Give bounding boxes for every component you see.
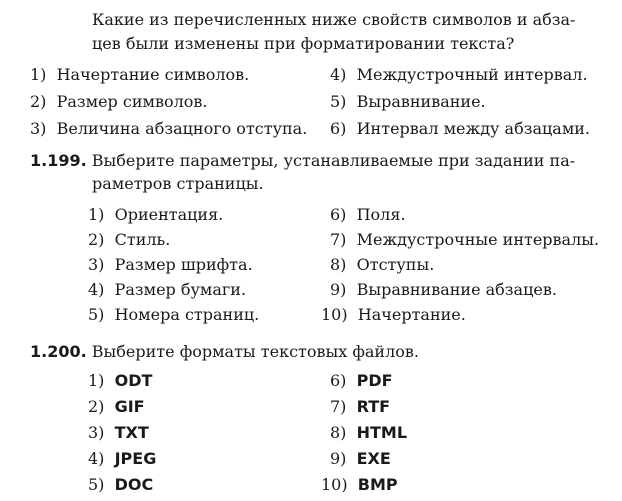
option-number: 5) (330, 92, 347, 111)
option-number: 3) (88, 423, 105, 442)
option-text: ODT (114, 371, 153, 390)
option-number: 1) (88, 371, 105, 390)
option-number: 4) (88, 449, 105, 468)
option-text: JPEG (114, 449, 157, 468)
option-text: Ориентация. (114, 205, 224, 224)
option-text: Междустрочные интервалы. (356, 230, 600, 249)
option-number: 6) (330, 119, 347, 138)
option-text: Номера страниц. (114, 305, 260, 324)
q199-option-7 (330, 230, 599, 250)
option-number: 2) (88, 397, 105, 416)
option-number: 10) (321, 305, 348, 324)
option-number: 1) (88, 205, 105, 224)
q199-number: 1.199. (30, 151, 87, 170)
option-number: 3) (88, 255, 105, 274)
option-text: EXE (356, 449, 391, 468)
q199-line-1 (30, 151, 575, 171)
option-number: 10) (321, 475, 348, 494)
q200-option-8 (330, 423, 407, 443)
option-text: RTF (356, 397, 391, 416)
option-text: Междустрочный интервал. (356, 65, 588, 84)
q199-option-6 (330, 205, 406, 225)
intro-option-2 (30, 92, 207, 112)
q199-line-2: раметров страницы. (92, 174, 264, 193)
q199-option-10 (321, 305, 466, 325)
intro-option-1 (30, 65, 249, 85)
option-text: BMP (357, 475, 398, 494)
intro-option-3 (30, 119, 307, 139)
option-text: Стиль. (114, 230, 171, 249)
option-number: 5) (88, 305, 105, 324)
q200-option-10 (321, 475, 398, 495)
option-text: HTML (356, 423, 408, 442)
q200-line-1 (30, 342, 419, 362)
option-number: 7) (330, 230, 347, 249)
option-text: Начертание. (357, 305, 466, 324)
option-number: 6) (330, 205, 347, 224)
q200-number: 1.200. (30, 342, 87, 361)
option-number: 3) (30, 119, 47, 138)
q199-option-1 (88, 205, 223, 225)
option-text: Интервал между абзацами. (356, 119, 591, 138)
option-number: 9) (330, 449, 347, 468)
q199-option-9 (330, 280, 557, 300)
option-text: Поля. (356, 205, 406, 224)
option-text: DOC (114, 475, 154, 494)
intro-line-2: цев были изменены при форматировании текста? (92, 34, 515, 53)
intro-option-4 (330, 65, 588, 85)
q199-option-8 (330, 255, 434, 275)
intro-option-6 (330, 119, 590, 139)
q200-option-4 (88, 449, 156, 469)
intro-option-5 (330, 92, 486, 112)
q200-option-5 (88, 475, 153, 495)
q200-option-9 (330, 449, 391, 469)
option-number: 4) (88, 280, 105, 299)
option-number: 8) (330, 423, 347, 442)
option-text: Выравнивание абзацев. (356, 280, 557, 299)
q200-option-3 (88, 423, 149, 443)
q199-text-1: Выберите параметры, устанавливаемые при задании па- (91, 151, 576, 170)
q200-text-1: Выберите форматы текстовых файлов. (91, 342, 419, 361)
option-number: 6) (330, 371, 347, 390)
q199-option-5 (88, 305, 259, 325)
option-number: 9) (330, 280, 347, 299)
option-number: 2) (30, 92, 47, 111)
option-text: Начертание символов. (56, 65, 250, 84)
option-number: 8) (330, 255, 347, 274)
option-text: Выравнивание. (356, 92, 486, 111)
q200-option-1 (88, 371, 152, 391)
option-number: 4) (330, 65, 347, 84)
q199-option-4 (88, 280, 246, 300)
option-number: 2) (88, 230, 105, 249)
option-number: 7) (330, 397, 347, 416)
option-text: GIF (114, 397, 145, 416)
intro-line-1: Какие из перечисленных ниже свойств символов и абза- (92, 10, 576, 29)
q200-option-2 (88, 397, 145, 417)
option-text: Величина абзацного отступа. (56, 119, 308, 138)
option-number: 1) (30, 65, 47, 84)
option-text: Размер символов. (56, 92, 208, 111)
q199-option-2 (88, 230, 170, 250)
option-text: PDF (356, 371, 393, 390)
option-number: 5) (88, 475, 105, 494)
option-text: Размер бумаги. (114, 280, 247, 299)
option-text: Размер шрифта. (114, 255, 253, 274)
q199-option-3 (88, 255, 253, 275)
q200-option-6 (330, 371, 393, 391)
option-text: TXT (114, 423, 149, 442)
q200-option-7 (330, 397, 390, 417)
option-text: Отступы. (356, 255, 435, 274)
